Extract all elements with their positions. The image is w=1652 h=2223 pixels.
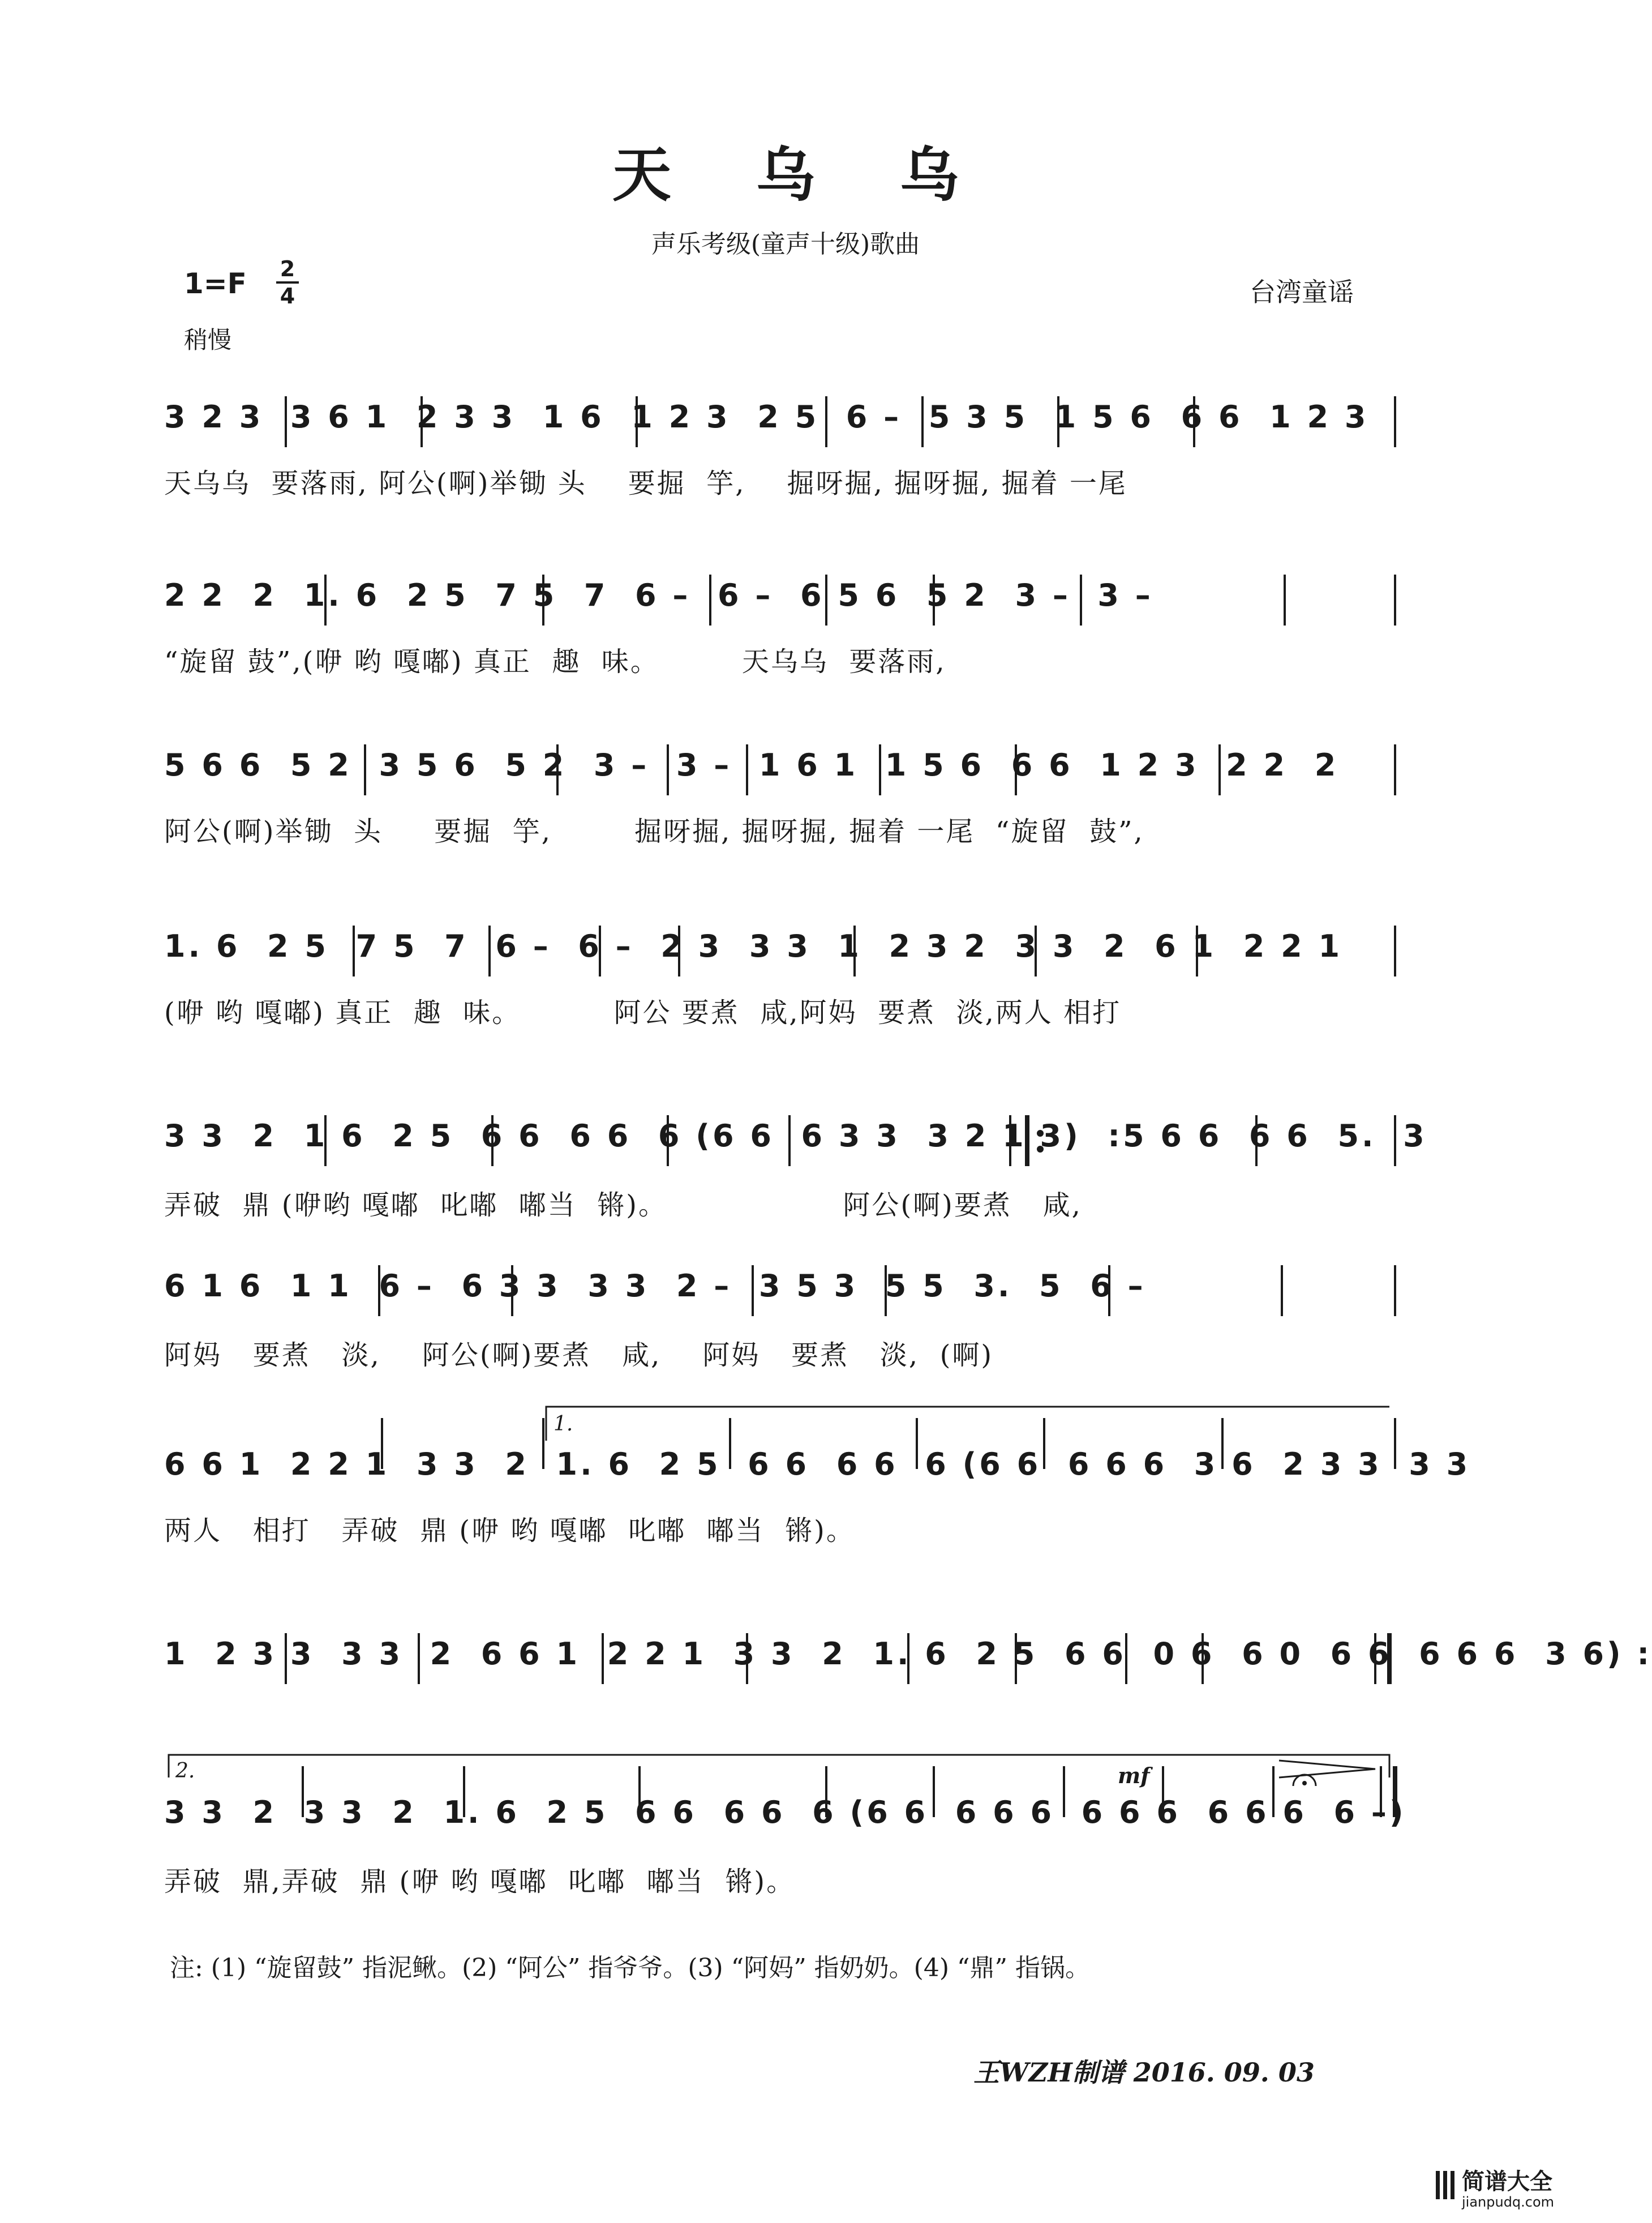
- music-line-1: 3 2 3 3 6 1 2 3 3 1 6 1 2 3 2 5 6 – 5 3 5 1 5 6 6 6 1 2 3: [164, 399, 1369, 435]
- logo-name: 简谱大全: [1462, 2169, 1552, 2195]
- music-line-6: 6 1 6 1 1 6 – 6 3 3 3 3 2 – 3 5 3 5 5 3. 5 6 –: [164, 1268, 1146, 1304]
- music-line-4: 1. 6 2 5 7 5 7 6 – 6 – 2 3 3 3 1 2 3 2 3 3 2 6 1 2 2 1: [164, 928, 1343, 964]
- lyric-line-1: 天乌乌 要落雨, 阿公(啊)举锄 头 要掘 竽, 掘呀掘, 掘呀掘, 掘着 一尾: [164, 468, 1127, 499]
- lyric-line-3: 阿公(啊)举锄 头 要掘 竽, 掘呀掘, 掘呀掘, 掘着 一尾 “旋留 鼓”,: [164, 816, 1144, 847]
- tempo-marking: 稍慢: [184, 326, 232, 354]
- time-signature-top: 2: [280, 256, 295, 281]
- volta-1-label: 1.: [553, 1412, 573, 1436]
- logo-bars-icon: [1435, 2168, 1457, 2202]
- song-subtitle: 声乐考级(童声十级)歌曲: [651, 230, 920, 259]
- logo-url: jianpudq.com: [1462, 2194, 1555, 2210]
- music-line-5: 3 3 2 1 6 2 5 6 6 6 6 6 (6 6 6 3 3 3 2 1 3) :5 6 6 6 6 5. 3: [164, 1118, 1427, 1154]
- site-logo: [1435, 2162, 1568, 2219]
- music-line-7: 6 6 1 2 2 1 3 3 2 1. 6 2 5 6 6 6 6 6 (6 6 6 6 6 3 6 2 3 3 3 3: [164, 1446, 1471, 1482]
- song-title: 天乌乌: [612, 140, 1044, 209]
- footnote: 注: (1) “旋留鼓” 指泥鳅。(2) “阿公” 指爷爷。(3) “阿妈” 指奶奶。(4) “鼎” 指锅。: [170, 1954, 1090, 1982]
- key-signature: 1=F: [184, 267, 247, 300]
- lyric-line-5: 弄破 鼎 (咿哟 嘎嘟 叱嘟 嘟当 锵)。 阿公(啊)要煮 咸,: [164, 1189, 1082, 1221]
- time-signature: [276, 258, 299, 307]
- volta-2-label: 2.: [175, 1759, 195, 1783]
- music-line-2: 2 2 2 1. 6 2 5 7 5 7 6 – 6 – 6 5 6 5 2 3 – 3 –: [164, 577, 1153, 613]
- lyric-line-4: (咿 哟 嘎嘟) 真正 趣 味。 阿公 要煮 咸,阿妈 要煮 淡,两人 相打: [164, 997, 1122, 1029]
- time-signature-bottom: 4: [280, 284, 295, 309]
- composer: 台湾童谣: [1250, 277, 1354, 307]
- lyric-line-9: 弄破 鼎,弄破 鼎 (咿 哟 嘎嘟 叱嘟 嘟当 锵)。: [164, 1866, 796, 1898]
- transcriber-credit: 王WZH制谱 2016. 09. 03: [973, 2057, 1315, 2088]
- music-line-9: 3 3 2 3 3 2 1. 6 2 5 6 6 6 6 6 (6 6 6 6 6 6 6 6 6 6 6 6 –): [164, 1794, 1406, 1830]
- lyric-line-7: 两人 相打 弄破 鼎 (咿 哟 嘎嘟 叱嘟 嘟当 锵)。: [164, 1515, 855, 1547]
- music-line-8: 1 2 3 3 3 3 2 6 6 1 2 2 1 3 3 2 1. 6 2 5 6 6 0 6 6 0 6 6 6 6 6 3 6) :: [164, 1636, 1652, 1672]
- dynamic-mf: mf: [1118, 1763, 1150, 1788]
- lyric-line-2: “旋留 鼓”,(咿 哟 嘎嘟) 真正 趣 味。 天乌乌 要落雨,: [164, 646, 946, 678]
- lyric-line-6: 阿妈 要煮 淡, 阿公(啊)要煮 咸, 阿妈 要煮 淡, (啊): [164, 1339, 994, 1371]
- music-line-3: 5 6 6 5 2 3 5 6 5 2 3 – 3 – 1 6 1 1 5 6 6 6 1 2 3 2 2 2: [164, 747, 1339, 783]
